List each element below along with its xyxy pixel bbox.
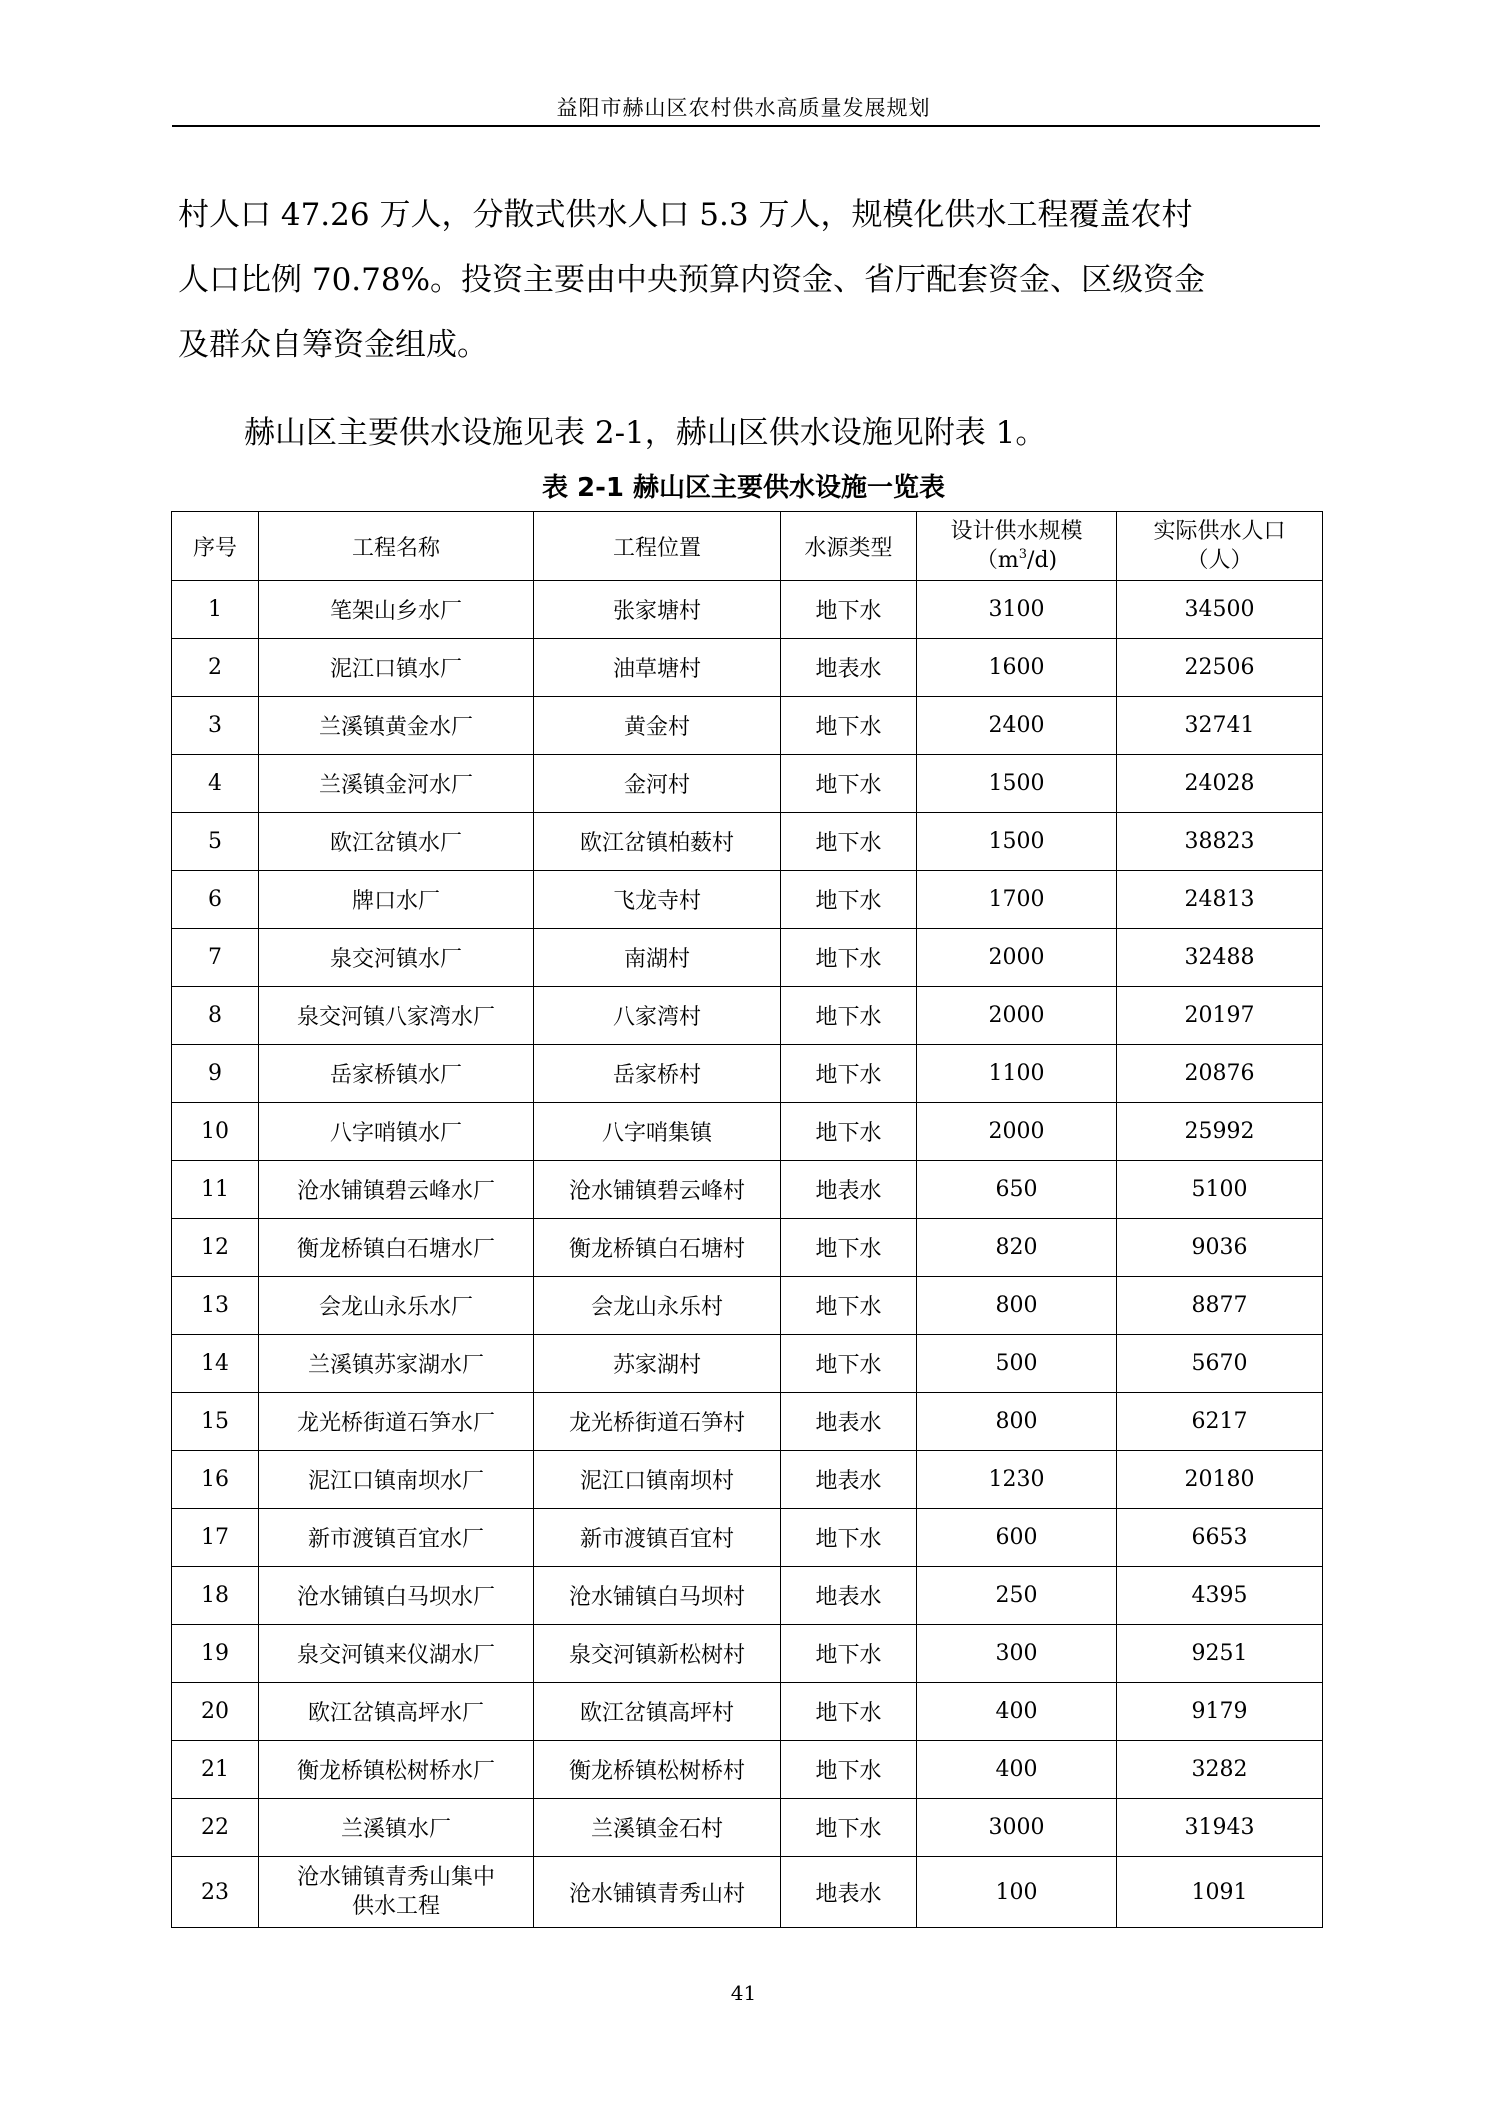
cell-population: 34500	[1117, 581, 1323, 639]
cell-no: 2	[172, 639, 259, 697]
cell-source: 地表水	[781, 1567, 917, 1625]
cell-capacity: 800	[917, 1393, 1117, 1451]
cell-source: 地下水	[781, 581, 917, 639]
header-no: 序号	[172, 512, 259, 581]
cell-name: 衡龙桥镇白石塘水厂	[259, 1219, 534, 1277]
paragraph-line: 及群众自筹资金组成。	[178, 327, 488, 363]
table-row	[172, 1161, 1323, 1219]
cell-capacity: 2000	[917, 987, 1117, 1045]
table-row	[172, 1335, 1323, 1393]
header-location: 工程位置	[534, 512, 781, 581]
cell-source: 地下水	[781, 871, 917, 929]
cell-no: 3	[172, 697, 259, 755]
cell-source: 地表水	[781, 1393, 917, 1451]
cell-no: 16	[172, 1451, 259, 1509]
cell-population: 24813	[1117, 871, 1323, 929]
cell-name: 龙光桥街道石笋水厂	[259, 1393, 534, 1451]
cell-source: 地下水	[781, 1219, 917, 1277]
cell-location: 油草塘村	[534, 639, 781, 697]
cell-population: 5100	[1117, 1161, 1323, 1219]
cell-source: 地表水	[781, 1857, 917, 1928]
cell-source: 地下水	[781, 1277, 917, 1335]
cell-population: 20197	[1117, 987, 1323, 1045]
cell-source: 地表水	[781, 1451, 917, 1509]
cell-capacity: 400	[917, 1741, 1117, 1799]
cell-name: 衡龙桥镇松树桥水厂	[259, 1741, 534, 1799]
cell-population: 32488	[1117, 929, 1323, 987]
cell-population: 20180	[1117, 1451, 1323, 1509]
cell-location: 欧江岔镇高坪村	[534, 1683, 781, 1741]
cell-capacity: 650	[917, 1161, 1117, 1219]
cell-no: 23	[172, 1857, 259, 1928]
cell-location: 龙光桥街道石笋村	[534, 1393, 781, 1451]
paragraph-line: 村人口 47.26 万人，分散式供水人口 5.3 万人，规模化供水工程覆盖农村	[178, 197, 1193, 233]
cell-name: 泉交河镇八家湾水厂	[259, 987, 534, 1045]
table-row	[172, 987, 1323, 1045]
cell-location: 沧水铺镇碧云峰村	[534, 1161, 781, 1219]
cell-population: 24028	[1117, 755, 1323, 813]
table-header-row	[172, 512, 1323, 581]
cell-capacity: 3100	[917, 581, 1117, 639]
cell-name: 八字哨镇水厂	[259, 1103, 534, 1161]
cell-name: 沧水铺镇青秀山集中 供水工程	[259, 1857, 534, 1928]
cell-name: 兰溪镇黄金水厂	[259, 697, 534, 755]
cell-capacity: 500	[917, 1335, 1117, 1393]
cell-location: 黄金村	[534, 697, 781, 755]
cell-capacity: 1700	[917, 871, 1117, 929]
cell-population: 22506	[1117, 639, 1323, 697]
cell-capacity: 2000	[917, 929, 1117, 987]
cell-source: 地下水	[781, 1045, 917, 1103]
table-row	[172, 1451, 1323, 1509]
cell-capacity: 600	[917, 1509, 1117, 1567]
table-row	[172, 813, 1323, 871]
table-row	[172, 1103, 1323, 1161]
cell-population: 1091	[1117, 1857, 1323, 1928]
running-header-title: 益阳市赫山区农村供水高质量发展规划	[556, 96, 931, 120]
cell-capacity: 2000	[917, 1103, 1117, 1161]
header-population	[1117, 512, 1323, 581]
cell-name: 泥江口镇水厂	[259, 639, 534, 697]
cell-capacity: 1600	[917, 639, 1117, 697]
paragraph-line: 赫山区主要供水设施见表 2-1，赫山区供水设施见附表 1。	[244, 415, 1047, 451]
cell-location: 金河村	[534, 755, 781, 813]
cell-no: 18	[172, 1567, 259, 1625]
cell-no: 5	[172, 813, 259, 871]
cell-source: 地下水	[781, 1509, 917, 1567]
header-population-unit: （人）	[1186, 548, 1253, 573]
cell-capacity: 3000	[917, 1799, 1117, 1857]
cell-population: 9251	[1117, 1625, 1323, 1683]
cell-population: 9179	[1117, 1683, 1323, 1741]
cell-population: 32741	[1117, 697, 1323, 755]
cell-location: 南湖村	[534, 929, 781, 987]
table-row	[172, 1509, 1323, 1567]
cell-population: 3282	[1117, 1741, 1323, 1799]
cell-no: 22	[172, 1799, 259, 1857]
cell-name: 泉交河镇水厂	[259, 929, 534, 987]
cell-population: 25992	[1117, 1103, 1323, 1161]
cell-population: 6217	[1117, 1393, 1323, 1451]
cell-source: 地下水	[781, 1625, 917, 1683]
cell-population: 4395	[1117, 1567, 1323, 1625]
cell-no: 21	[172, 1741, 259, 1799]
cell-location: 沧水铺镇青秀山村	[534, 1857, 781, 1928]
cell-no: 12	[172, 1219, 259, 1277]
cell-no: 9	[172, 1045, 259, 1103]
cell-source: 地下水	[781, 813, 917, 871]
cell-population: 8877	[1117, 1277, 1323, 1335]
cell-no: 1	[172, 581, 259, 639]
table-row	[172, 1393, 1323, 1451]
table-row	[172, 697, 1323, 755]
cell-capacity: 1500	[917, 813, 1117, 871]
cell-name: 牌口水厂	[259, 871, 534, 929]
table-row	[172, 1741, 1323, 1799]
cell-capacity: 100	[917, 1857, 1117, 1928]
cell-no: 20	[172, 1683, 259, 1741]
table-row	[172, 581, 1323, 639]
cell-source: 地表水	[781, 1161, 917, 1219]
cell-location: 八字哨集镇	[534, 1103, 781, 1161]
cell-name: 笔架山乡水厂	[259, 581, 534, 639]
cell-no: 4	[172, 755, 259, 813]
table-row	[172, 1277, 1323, 1335]
paragraph-line: 人口比例 70.78%。投资主要由中央预算内资金、省厅配套资金、区级资金	[178, 262, 1206, 298]
cell-name: 沧水铺镇白马坝水厂	[259, 1567, 534, 1625]
cell-population: 9036	[1117, 1219, 1323, 1277]
cell-no: 8	[172, 987, 259, 1045]
cell-name: 泉交河镇来仪湖水厂	[259, 1625, 534, 1683]
header-population-label: 实际供水人口	[1153, 519, 1286, 544]
cell-location: 衡龙桥镇白石塘村	[534, 1219, 781, 1277]
table-row	[172, 1219, 1323, 1277]
cell-name: 欧江岔镇高坪水厂	[259, 1683, 534, 1741]
cell-location: 岳家桥村	[534, 1045, 781, 1103]
cell-source: 地下水	[781, 1335, 917, 1393]
cell-name: 泥江口镇南坝水厂	[259, 1451, 534, 1509]
water-facilities-table	[171, 511, 1323, 1928]
table-row	[172, 1045, 1323, 1103]
cell-no: 13	[172, 1277, 259, 1335]
cell-name: 兰溪镇苏家湖水厂	[259, 1335, 534, 1393]
table-row	[172, 871, 1323, 929]
cell-no: 10	[172, 1103, 259, 1161]
cell-no: 7	[172, 929, 259, 987]
cell-no: 17	[172, 1509, 259, 1567]
table-row	[172, 755, 1323, 813]
cell-population: 38823	[1117, 813, 1323, 871]
cell-capacity: 2400	[917, 697, 1117, 755]
cell-source: 地下水	[781, 1799, 917, 1857]
cell-location: 衡龙桥镇松树桥村	[534, 1741, 781, 1799]
cell-population: 6653	[1117, 1509, 1323, 1567]
cell-no: 6	[172, 871, 259, 929]
cell-source: 地下水	[781, 697, 917, 755]
cell-source: 地下水	[781, 1683, 917, 1741]
cell-location: 泥江口镇南坝村	[534, 1451, 781, 1509]
header-capacity-label: 设计供水规模	[950, 519, 1083, 544]
cell-capacity: 1230	[917, 1451, 1117, 1509]
table-row	[172, 1625, 1323, 1683]
cell-population: 20876	[1117, 1045, 1323, 1103]
cell-name: 新市渡镇百宜水厂	[259, 1509, 534, 1567]
cell-location: 飞龙寺村	[534, 871, 781, 929]
table-row	[172, 1857, 1323, 1928]
cell-no: 15	[172, 1393, 259, 1451]
cell-name: 兰溪镇金河水厂	[259, 755, 534, 813]
cell-name: 会龙山永乐水厂	[259, 1277, 534, 1335]
cell-population: 31943	[1117, 1799, 1323, 1857]
cell-population: 5670	[1117, 1335, 1323, 1393]
cell-capacity: 820	[917, 1219, 1117, 1277]
header-source: 水源类型	[781, 512, 917, 581]
cell-source: 地下水	[781, 755, 917, 813]
cell-no: 11	[172, 1161, 259, 1219]
cell-source: 地下水	[781, 987, 917, 1045]
cell-source: 地表水	[781, 639, 917, 697]
table-caption: 表 2-1 赫山区主要供水设施一览表	[541, 473, 946, 503]
cell-location: 泉交河镇新松树村	[534, 1625, 781, 1683]
table-row	[172, 1799, 1323, 1857]
header-capacity-unit: $(m^3/d)$	[975, 547, 1058, 573]
cell-capacity: 1500	[917, 755, 1117, 813]
table-row	[172, 639, 1323, 697]
cell-location: 八家湾村	[534, 987, 781, 1045]
cell-location: 新市渡镇百宜村	[534, 1509, 781, 1567]
page-number: 41	[730, 1981, 757, 2005]
header-capacity	[917, 512, 1117, 581]
cell-no: 14	[172, 1335, 259, 1393]
cell-name: 欧江岔镇水厂	[259, 813, 534, 871]
table-row	[172, 929, 1323, 987]
header-divider	[172, 125, 1320, 127]
header-name: 工程名称	[259, 512, 534, 581]
table-row	[172, 1683, 1323, 1741]
cell-name: 岳家桥镇水厂	[259, 1045, 534, 1103]
cell-capacity: 1100	[917, 1045, 1117, 1103]
cell-capacity: 250	[917, 1567, 1117, 1625]
cell-capacity: 400	[917, 1683, 1117, 1741]
body-paragraph-2	[244, 401, 1389, 466]
cell-source: 地下水	[781, 1103, 917, 1161]
body-paragraph-1	[178, 183, 1323, 378]
cell-no: 19	[172, 1625, 259, 1683]
cell-location: 沧水铺镇白马坝村	[534, 1567, 781, 1625]
cell-location: 兰溪镇金石村	[534, 1799, 781, 1857]
cell-capacity: 800	[917, 1277, 1117, 1335]
cell-location: 欧江岔镇柏薮村	[534, 813, 781, 871]
cell-name: 兰溪镇水厂	[259, 1799, 534, 1857]
cell-capacity: 300	[917, 1625, 1117, 1683]
cell-name: 沧水铺镇碧云峰水厂	[259, 1161, 534, 1219]
cell-location: 会龙山永乐村	[534, 1277, 781, 1335]
cell-source: 地下水	[781, 1741, 917, 1799]
table-row	[172, 1567, 1323, 1625]
cell-source: 地下水	[781, 929, 917, 987]
cell-location: 苏家湖村	[534, 1335, 781, 1393]
cell-location: 张家塘村	[534, 581, 781, 639]
